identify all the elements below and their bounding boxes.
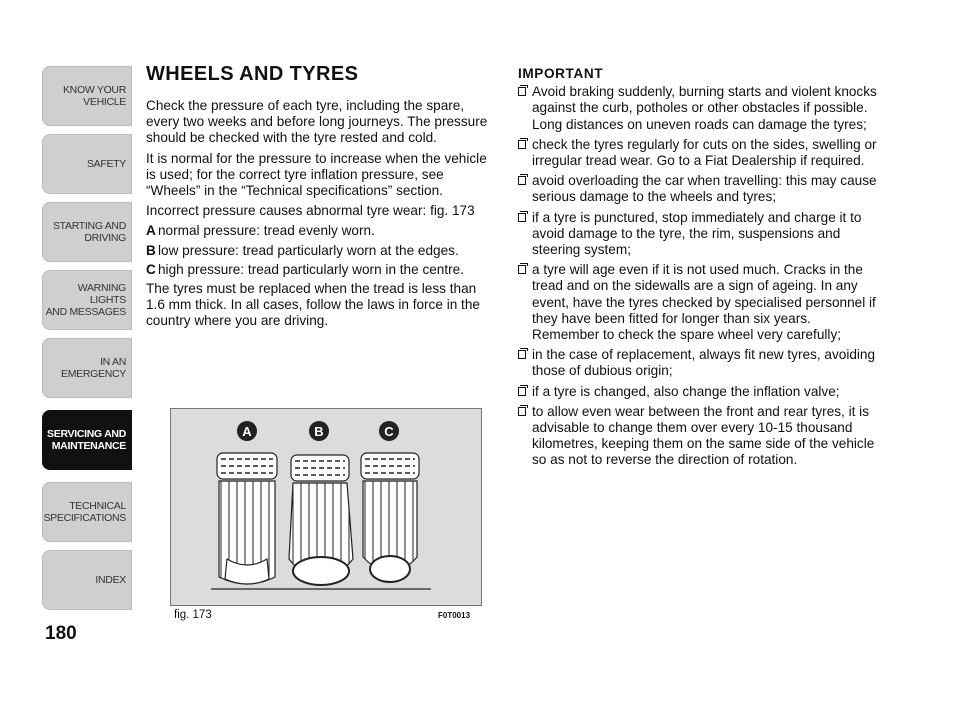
list-item — [518, 210, 878, 259]
paragraph: The tyres must be replaced when the tread is less than 1.6 mm thick. In all cases, follow the laws in force in the country where you are driving. — [146, 281, 480, 329]
tab-starting-and-driving[interactable] — [42, 202, 132, 262]
section-title: WHEELS AND TYRES — [146, 63, 359, 85]
item-text: low pressure: tread particularly worn at the edges. — [158, 242, 459, 258]
list-item — [518, 384, 878, 400]
label-c: C — [384, 424, 394, 439]
tyre-c — [361, 453, 419, 582]
figure-caption: fig. 173 — [174, 609, 212, 621]
item-text: Avoid braking suddenly, burning starts and violent knocks against the curb, potholes or other obstacles if possible. Long distances on uneven roads can damage the tyres; — [532, 84, 877, 132]
item-text: if a tyre is punctured, stop immediately and charge it to avoid damage to the tyre, the rim, suspensions and steering system; — [532, 209, 862, 258]
item-text: high pressure: tread particularly worn in the centre. — [158, 261, 465, 277]
tyre-illustration — [171, 409, 481, 605]
tab-in-an-emergency[interactable] — [42, 338, 132, 398]
page-number: 180 — [45, 623, 77, 644]
item-text: if a tyre is changed, also change the inflation valve; — [532, 383, 840, 399]
paragraph: It is normal for the pressure to increase when the vehicle is used; for the correct tyre inflation pressure, see “Wheels” in the “Technical specifications” section. — [146, 150, 487, 199]
paragraph: Incorrect pressure causes abnormal tyre wear: fig. 173 — [146, 203, 475, 219]
tab-index[interactable] — [42, 550, 132, 610]
item-key: C — [146, 261, 156, 277]
tab-know-your-vehicle[interactable] — [42, 66, 132, 126]
item-key: B — [146, 242, 156, 258]
tab-label: SAFETY — [86, 158, 126, 170]
list-item — [518, 84, 878, 133]
checkbox-icon — [518, 350, 526, 359]
important-list — [518, 84, 878, 468]
label-a: A — [242, 424, 252, 439]
important-heading: IMPORTANT — [518, 66, 604, 81]
list-item — [146, 262, 496, 278]
tab-label: WARNING LIGHTS AND MESSAGES — [45, 282, 126, 318]
item-text: avoid overloading the car when travelling: this may cause serious damage to the wheels and tyres; — [532, 173, 877, 205]
tab-label: SERVICING AND MAINTENANCE — [47, 428, 126, 452]
list-item — [518, 347, 878, 379]
tyre-b — [289, 455, 353, 585]
tab-safety[interactable] — [42, 134, 132, 194]
list-item — [518, 262, 878, 343]
tab-technical-specifications[interactable] — [42, 482, 132, 542]
item-text: a tyre will age even if it is not used much. Cracks in the tread and on the sidewalls are a sign of ageing. In any event, have the tyres checked by specialised personnel if they have been fitted for longer than six years. Remember to check the spare wheel very carefully; — [532, 262, 876, 343]
item-text: to allow even wear between the front and rear tyres, it is advisable to change them over every 10-15 thousand kilometres, keeping them on the same side of the vehicle so as not to reverse the direction of rotation. — [532, 403, 875, 468]
item-text: normal pressure: tread evenly worn. — [158, 223, 375, 239]
left-column — [146, 62, 496, 334]
figure-code: F0T0013 — [438, 611, 471, 620]
checkbox-icon — [518, 140, 526, 149]
tab-warning-lights[interactable] — [42, 270, 132, 330]
list-item — [518, 404, 878, 469]
item-text: check the tyres regularly for cuts on the sides, swelling or irregular tread wear. Go to a Fiat Dealership if required. — [532, 136, 877, 169]
list-item — [518, 173, 878, 205]
tab-label: INDEX — [95, 574, 126, 586]
checkbox-icon — [518, 387, 526, 396]
paragraph: Check the pressure of each tyre, including the spare, every two weeks and before long journeys. The pressure should be checked with the tyre rested and cold. — [146, 98, 488, 146]
checkbox-icon — [518, 213, 526, 222]
tyre-wear-figure — [170, 408, 482, 606]
tab-label: IN AN EMERGENCY — [61, 356, 126, 380]
list-item — [518, 137, 878, 169]
right-column — [518, 66, 878, 473]
checkbox-icon — [518, 87, 526, 96]
label-b: B — [314, 424, 324, 439]
checkbox-icon — [518, 265, 526, 274]
checkbox-icon — [518, 176, 526, 185]
tab-label: KNOW YOUR VEHICLE — [62, 84, 126, 108]
tab-label: TECHNICAL SPECIFICATIONS — [43, 500, 126, 524]
item-key: A — [146, 223, 156, 239]
tab-label: STARTING AND DRIVING — [52, 220, 126, 244]
list-item — [146, 243, 496, 259]
checkbox-icon — [518, 407, 526, 416]
tyre-a — [217, 453, 277, 584]
tab-servicing-and-maintenance[interactable] — [42, 410, 132, 470]
list-item — [146, 223, 496, 239]
item-text: in the case of replacement, always fit new tyres, avoiding those of dubious origin; — [532, 347, 876, 379]
